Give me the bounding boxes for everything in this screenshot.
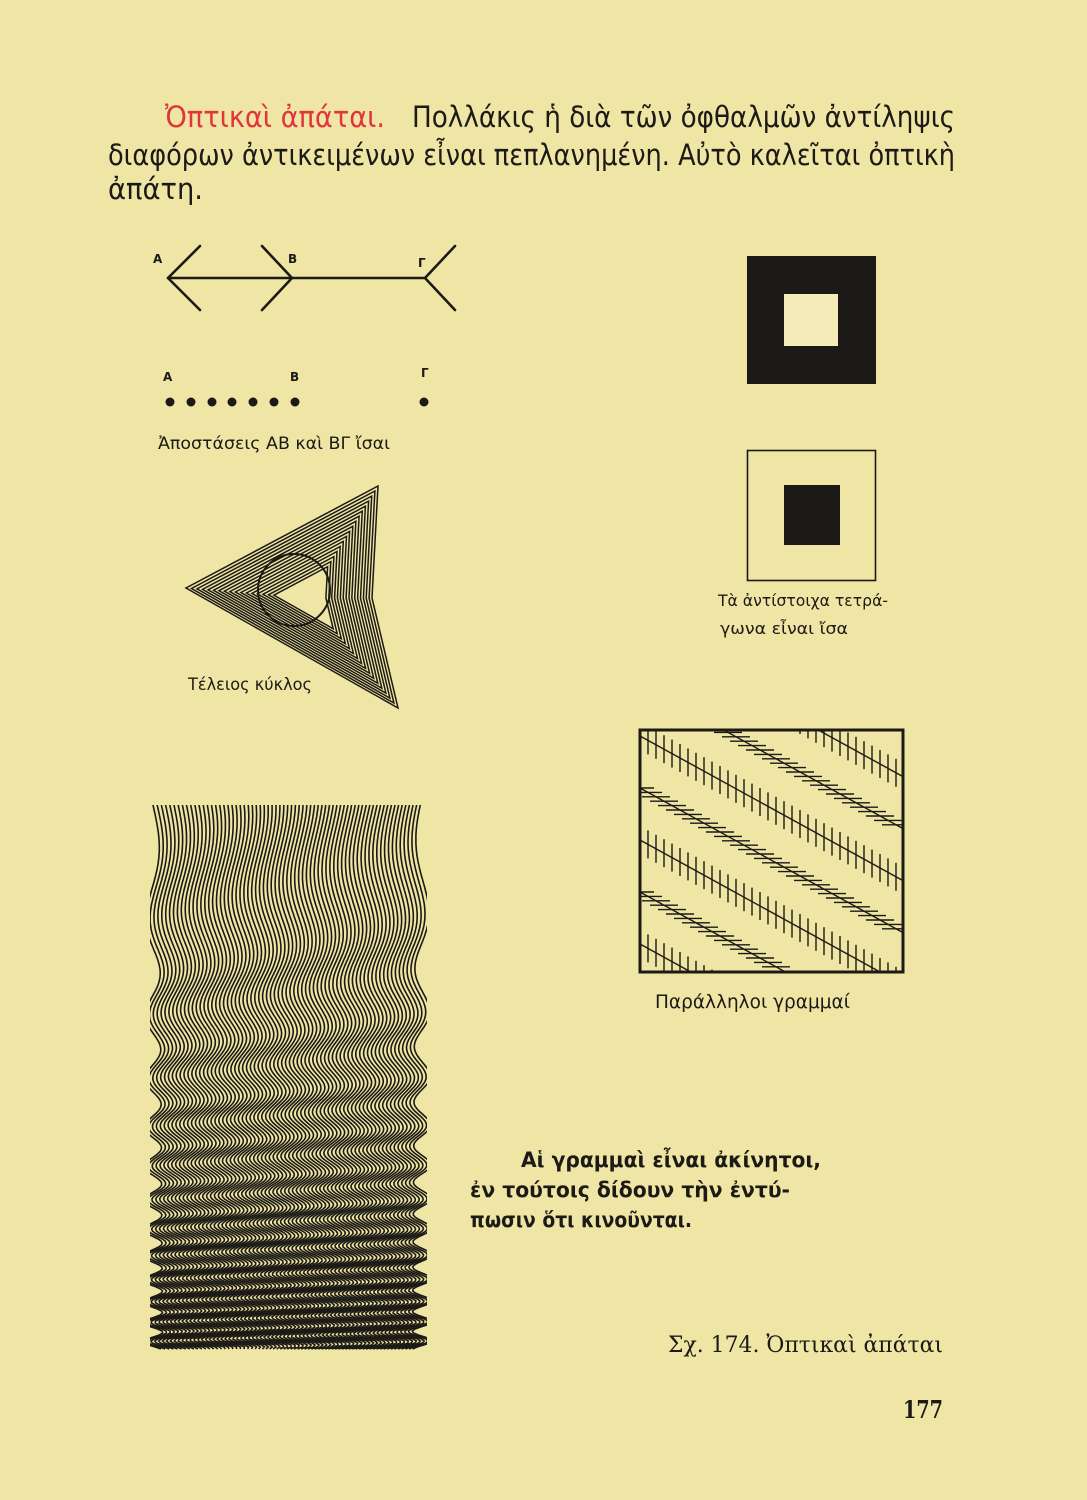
dot [291,398,300,407]
dot [270,398,279,407]
arrow-label-b: Β [288,252,298,266]
arrow-label-g: Γ [418,256,426,270]
dot [166,398,175,407]
section-heading: Ὀπτικαὶ ἀπάται. [165,100,385,134]
circle-caption: Τέλειος κύκλος [187,675,312,695]
dot [187,398,196,407]
distances-caption: Ἀποστάσεις ΑΒ καὶ ΒΓ ἴσαι [158,434,391,454]
dot [208,398,217,407]
dot-label-a: Α [163,370,173,384]
inner-white-square [784,294,838,346]
note-line-2: ἐν τούτοις δίδουν τὴν ἐντύ- [470,1178,790,1202]
squares-caption-line-1: Τὰ ἀντίστοιχα τετρά- [717,591,888,610]
note-line-3: πωσιν ὅτι κινοῦνται. [470,1208,692,1232]
dot-label-g: Γ [421,366,429,380]
dot [420,398,429,407]
page-number: 177 [903,1395,943,1424]
dot [249,398,258,407]
squares-caption-line-2: γωνα εἶναι ἴσα [720,619,848,638]
dot [228,398,237,407]
arrow-label-a: Α [153,252,163,266]
intro-line-3: ἀπάτη. [108,172,203,206]
inner-black-square [784,485,840,545]
parallel-lines-caption: Παράλληλοι γραμμαί [655,991,851,1013]
intro-line-2: διαφόρων ἀντικειμένων εἶναι πεπλανημένη. Αὐτὸ καλεῖται ὀπτικὴ [108,138,955,172]
dot-label-b: Β [290,370,300,384]
figure-caption: Σχ. 174. Ὀπτικαὶ ἀπάται [668,1333,943,1358]
note-line-1: Αἱ γραμμαὶ εἶναι ἀκίνητοι, [521,1148,833,1172]
intro-line-1: Πολλάκις ἡ διὰ τῶν ὀφθαλμῶν ἀντίληψις [412,100,955,134]
